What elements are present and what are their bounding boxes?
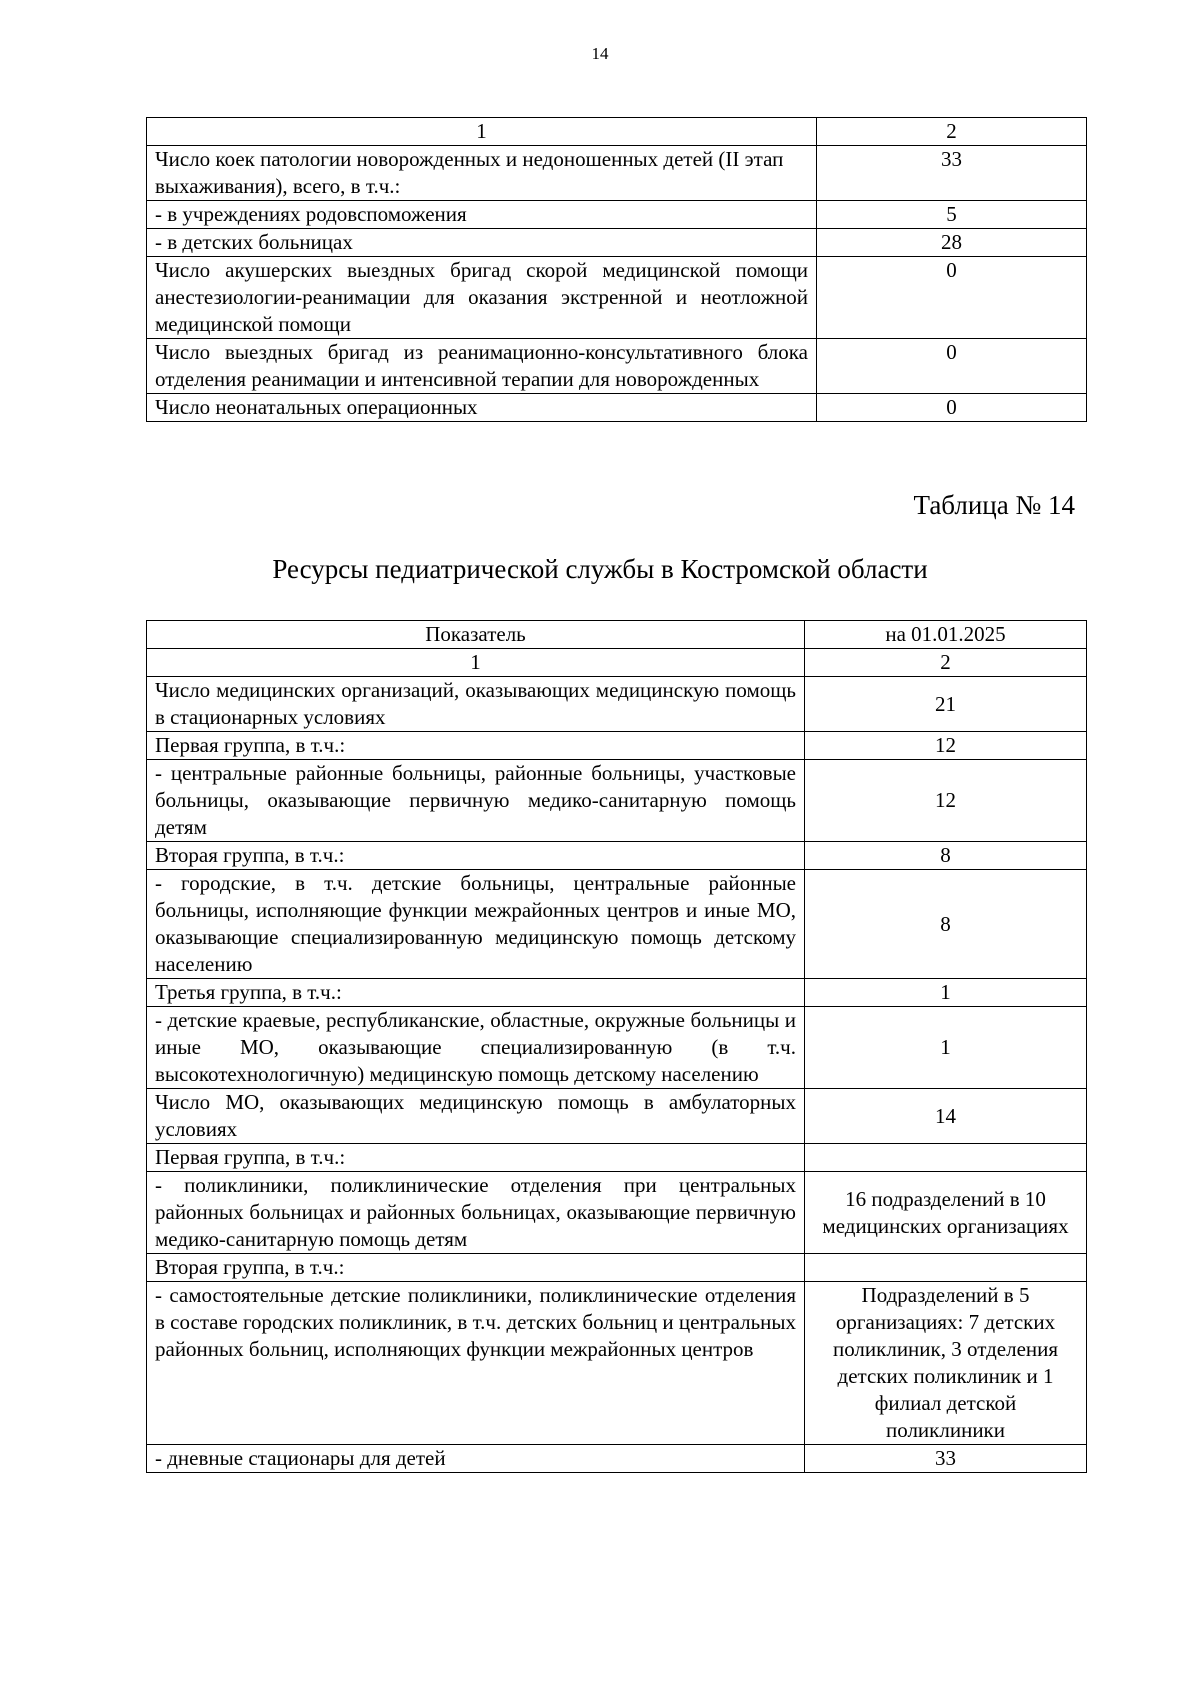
row-label: Число коек патологии новорожденных и недоношенных детей (II этап выхаживания), всего, в т.ч.: [147,146,817,201]
table-row [147,257,1087,339]
table-row [147,1007,1087,1089]
table-row [147,732,1087,760]
table-row [147,201,1087,229]
row-label: Число акушерских выездных бригад скорой медицинской помощи анестезиологии-реанимации для оказания экстренной и неотложной медицинской помощи [147,257,817,339]
table-title: Ресурсы педиатрической службы в Костромской области [272,554,928,584]
row-value: 21 [805,677,1087,732]
table-row [147,229,1087,257]
table-column-numbers [147,118,1087,146]
row-label: Число МО, оказывающих медицинскую помощь в амбулаторных условиях [147,1089,805,1144]
row-label: - детские краевые, республиканские, областные, окружные больницы и иные МО, оказывающие специализированную (в т.ч. высокотехнологичную) медицинскую помощь детскому населению [147,1007,805,1089]
row-label: Первая группа, в т.ч.: [147,732,805,760]
table-row [147,842,1087,870]
column-header: Показатель [147,621,805,649]
table-row [147,1254,1087,1282]
table-row [147,146,1087,201]
row-value: 0 [817,257,1087,339]
row-value: 12 [805,760,1087,842]
row-label: Число медицинских организаций, оказывающих медицинскую помощь в стационарных условиях [147,677,805,732]
row-value [805,1144,1087,1172]
row-value: 5 [817,201,1087,229]
row-value: Подразделений в 5 организациях: 7 детских поликлиник, 3 отделения детских поликлиник и 1 филиал детской поликлиники [805,1282,1087,1445]
table-row [147,1445,1087,1473]
table-row [147,979,1087,1007]
row-value: 1 [805,979,1087,1007]
row-value: 1 [805,1007,1087,1089]
row-value: 28 [817,229,1087,257]
row-value: 12 [805,732,1087,760]
table-row [147,1144,1087,1172]
row-label: - центральные районные больницы, районные больницы, участковые больницы, оказывающие первичную медико-санитарную помощь детям [147,760,805,842]
row-label: - в детских больницах [147,229,817,257]
page-number: 14 [591,44,609,63]
table-row [147,760,1087,842]
row-label: - самостоятельные детские поликлиники, поликлинические отделения в составе городских поликлиник, в т.ч. детских больниц и центральных районных больниц, исполняющих функции межрайонных центров [147,1282,805,1445]
table-continued [146,117,1087,422]
column-number: 1 [147,118,817,146]
row-value: 0 [817,339,1087,394]
column-number: 1 [147,649,805,677]
table-caption: Таблица № 14 [913,490,1075,520]
table-row [147,1282,1087,1445]
column-header: на 01.01.2025 [805,621,1087,649]
row-value: 0 [817,394,1087,422]
row-value [805,1254,1087,1282]
row-label: - городские, в т.ч. детские больницы, центральные районные больницы, исполняющие функции межрайонных центров и иные МО, оказывающие специализированную медицинскую помощь детскому населению [147,870,805,979]
row-value: 33 [805,1445,1087,1473]
row-value: 14 [805,1089,1087,1144]
row-label: - дневные стационары для детей [147,1445,805,1473]
row-label: Вторая группа, в т.ч.: [147,1254,805,1282]
table-header-row [147,621,1087,649]
pediatric-resources-table [146,620,1087,1473]
row-label: - поликлиники, поликлинические отделения при центральных районных больницах и районных больницах, оказывающие первичную медико-санитарную помощь детям [147,1172,805,1254]
row-label: Число неонатальных операционных [147,394,817,422]
row-value: 33 [817,146,1087,201]
row-label: Вторая группа, в т.ч.: [147,842,805,870]
row-value: 16 подразделений в 10 медицинских организациях [805,1172,1087,1254]
row-value: 8 [805,870,1087,979]
table-row [147,677,1087,732]
table-row [147,394,1087,422]
table-column-numbers [147,649,1087,677]
row-value: 8 [805,842,1087,870]
row-label: Третья группа, в т.ч.: [147,979,805,1007]
column-number: 2 [817,118,1087,146]
table-row [147,1089,1087,1144]
row-label: Число выездных бригад из реанимационно-консультативного блока отделения реанимации и интенсивной терапии для новорожденных [147,339,817,394]
table-row [147,1172,1087,1254]
table-row [147,339,1087,394]
column-number: 2 [805,649,1087,677]
row-label: Первая группа, в т.ч.: [147,1144,805,1172]
table-row [147,870,1087,979]
row-label: - в учреждениях родовспоможения [147,201,817,229]
